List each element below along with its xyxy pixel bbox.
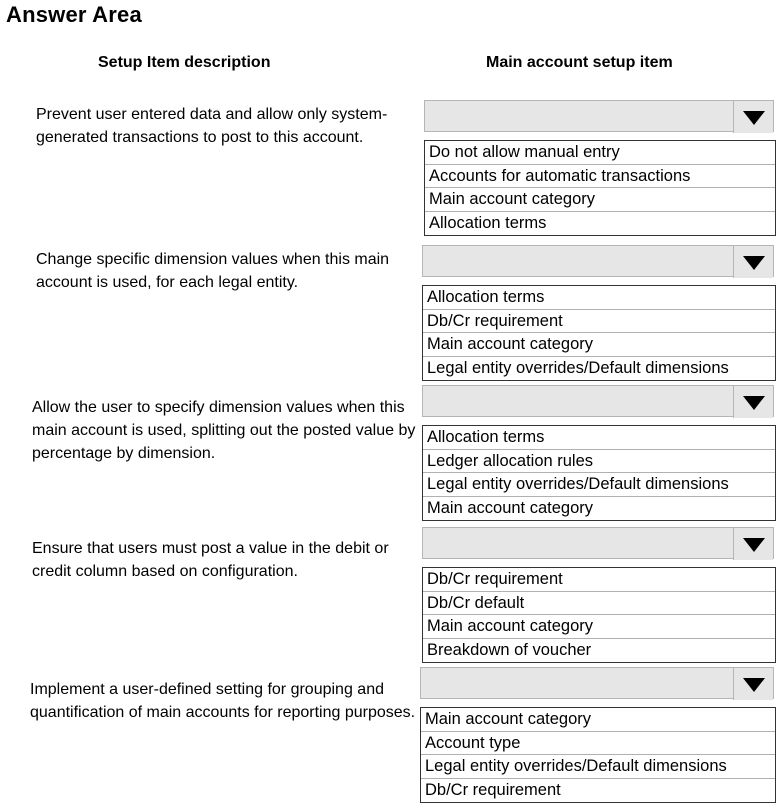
- chevron-down-icon[interactable]: [733, 668, 773, 700]
- chevron-down-icon[interactable]: [733, 101, 773, 133]
- dropdown-select-box[interactable]: [424, 100, 774, 132]
- setup-item-description: Ensure that users must post a value in the debit or credit column based on configuration.: [32, 540, 389, 580]
- dropdown-option[interactable]: Db/Cr requirement: [423, 568, 775, 592]
- dropdown-options-list[interactable]: [422, 285, 776, 381]
- dropdown-options-list[interactable]: [422, 567, 776, 663]
- dropdown-options-list[interactable]: [420, 707, 776, 803]
- dropdown-option[interactable]: Legal entity overrides/Default dimensions: [423, 473, 775, 497]
- main-account-setup-item-header: Main account setup item: [486, 54, 673, 71]
- dropdown-option[interactable]: Legal entity overrides/Default dimensions: [421, 755, 775, 779]
- dropdown-option[interactable]: Main account category: [427, 498, 594, 517]
- dropdown-options-list[interactable]: [424, 140, 776, 236]
- answer-area-title: Answer Area: [6, 2, 142, 27]
- chevron-down-icon[interactable]: [733, 386, 773, 418]
- dropdown-option[interactable]: Allocation terms: [429, 213, 547, 232]
- dropdown-select-box[interactable]: [422, 245, 774, 277]
- dropdown-select-box[interactable]: [420, 667, 774, 699]
- setup-item-description: Prevent user entered data and allow only system-generated transactions to post to this account.: [36, 106, 388, 146]
- setup-item-description: Allow the user to specify dimension values when this main account is used, splitting out the posted value by percentage by dimension.: [32, 399, 416, 462]
- setup-item-description-header: Setup Item description: [98, 54, 271, 71]
- dropdown-option[interactable]: Breakdown of voucher: [427, 640, 592, 659]
- dropdown-option[interactable]: Allocation terms: [423, 426, 775, 450]
- dropdown-option[interactable]: Main account category: [423, 333, 775, 357]
- dropdown-select-box[interactable]: [422, 527, 774, 559]
- setup-item-description: Change specific dimension values when this main account is used, for each legal entity.: [36, 251, 390, 291]
- dropdown-option[interactable]: Db/Cr default: [423, 592, 775, 616]
- setup-item-description: Implement a user-defined setting for grouping and quantification of main accounts for reporting purposes.: [30, 681, 416, 721]
- dropdown-option[interactable]: Legal entity overrides/Default dimensions: [427, 358, 729, 377]
- dropdown-option[interactable]: Ledger allocation rules: [423, 450, 775, 474]
- dropdown-option[interactable]: Account type: [421, 732, 775, 756]
- dropdown-option[interactable]: Main account category: [421, 708, 775, 732]
- chevron-down-icon[interactable]: [733, 246, 773, 278]
- dropdown-option[interactable]: Main account category: [423, 615, 775, 639]
- dropdown-option[interactable]: Db/Cr requirement: [423, 310, 775, 334]
- dropdown-option[interactable]: Allocation terms: [423, 286, 775, 310]
- dropdown-option[interactable]: Db/Cr requirement: [425, 780, 561, 799]
- dropdown-option[interactable]: Do not allow manual entry: [425, 141, 775, 165]
- dropdown-select-box[interactable]: [422, 385, 774, 417]
- dropdown-option[interactable]: Main account category: [425, 188, 775, 212]
- chevron-down-icon[interactable]: [733, 528, 773, 560]
- dropdown-option[interactable]: Accounts for automatic transactions: [425, 165, 775, 189]
- dropdown-options-list[interactable]: [422, 425, 776, 521]
